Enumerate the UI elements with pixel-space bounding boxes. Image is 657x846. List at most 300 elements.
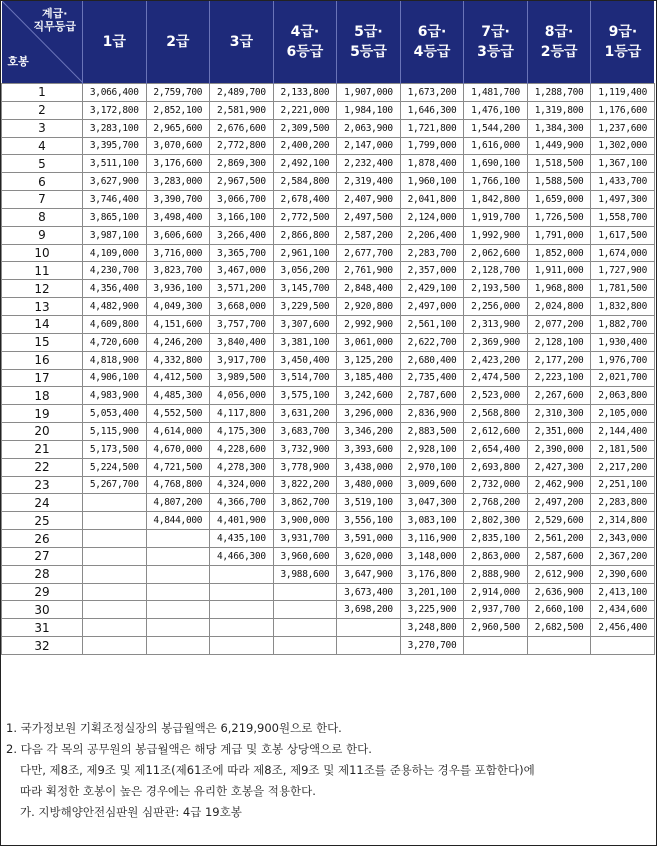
salary-cell: 1,449,900 (527, 137, 591, 155)
corner-header-cell (2, 1, 83, 84)
salary-cell: 3,823,700 (146, 262, 210, 280)
salary-cell: 2,965,600 (146, 119, 210, 137)
table-row (2, 530, 655, 548)
table-row (2, 512, 655, 530)
salary-cell (464, 637, 528, 655)
salary-cell (146, 601, 210, 619)
salary-cell: 3,988,600 (273, 565, 337, 583)
table-row (2, 298, 655, 316)
step-cell: 5 (2, 155, 83, 173)
step-cell: 11 (2, 262, 83, 280)
salary-cell: 4,356,400 (83, 280, 147, 298)
grade-header-2 (146, 1, 210, 84)
step-cell: 4 (2, 137, 83, 155)
step-cell: 8 (2, 208, 83, 226)
salary-cell (210, 601, 274, 619)
salary-cell: 2,021,700 (591, 369, 655, 387)
salary-cell: 3,393,600 (337, 440, 401, 458)
step-cell: 28 (2, 565, 83, 583)
salary-cell: 2,863,000 (464, 547, 528, 565)
salary-cell: 2,523,000 (464, 387, 528, 405)
salary-cell: 4,609,800 (83, 315, 147, 333)
salary-cell: 3,514,700 (273, 369, 337, 387)
salary-cell: 1,690,100 (464, 155, 528, 173)
salary-cell (273, 601, 337, 619)
salary-cell: 3,148,000 (400, 547, 464, 565)
salary-cell (146, 619, 210, 637)
salary-cell: 3,172,800 (83, 101, 147, 119)
grade-header-line2: 5등급 (350, 44, 387, 60)
salary-cell (83, 601, 147, 619)
salary-cell: 4,401,900 (210, 512, 274, 530)
salary-cell: 4,230,700 (83, 262, 147, 280)
salary-cell: 2,223,100 (527, 369, 591, 387)
salary-cell: 1,799,000 (400, 137, 464, 155)
salary-cell: 2,960,500 (464, 619, 528, 637)
salary-cell: 2,914,000 (464, 583, 528, 601)
salary-cell: 2,367,200 (591, 547, 655, 565)
salary-cell: 2,310,300 (527, 405, 591, 423)
salary-cell: 3,862,700 (273, 494, 337, 512)
step-cell: 20 (2, 423, 83, 441)
salary-cell: 2,970,100 (400, 458, 464, 476)
salary-cell: 2,390,600 (591, 565, 655, 583)
corner-top-line1: 계급· (42, 7, 68, 20)
salary-cell: 3,757,700 (210, 315, 274, 333)
salary-cell: 3,116,900 (400, 530, 464, 548)
salary-cell: 4,670,000 (146, 440, 210, 458)
table-row (2, 619, 655, 637)
step-cell: 15 (2, 333, 83, 351)
note-2-proviso-cont: 따라 획정한 호봉이 높은 경우에는 유리한 호봉을 적용한다. (20, 784, 316, 798)
salary-cell: 2,581,900 (210, 101, 274, 119)
salary-cell: 3,201,100 (400, 583, 464, 601)
corner-top-label (33, 7, 76, 33)
grade-header-7 (464, 1, 528, 84)
step-cell: 31 (2, 619, 83, 637)
salary-cell: 3,822,200 (273, 476, 337, 494)
salary-cell: 1,791,000 (527, 226, 591, 244)
salary-cell: 3,229,500 (273, 298, 337, 316)
salary-cell: 3,716,000 (146, 244, 210, 262)
salary-cell: 2,928,100 (400, 440, 464, 458)
salary-cell (591, 637, 655, 655)
salary-cell: 2,221,000 (273, 101, 337, 119)
step-cell: 30 (2, 601, 83, 619)
salary-cell: 2,217,200 (591, 458, 655, 476)
salary-cell: 4,721,500 (146, 458, 210, 476)
step-cell: 32 (2, 637, 83, 655)
salary-cell: 1,727,900 (591, 262, 655, 280)
salary-cell: 2,489,700 (210, 84, 274, 102)
salary-cell: 3,381,100 (273, 333, 337, 351)
salary-cell (210, 619, 274, 637)
salary-cell: 2,869,300 (210, 155, 274, 173)
salary-cell: 3,066,700 (210, 191, 274, 209)
salary-cell: 2,676,600 (210, 119, 274, 137)
salary-cell: 2,568,800 (464, 405, 528, 423)
salary-cell: 1,968,800 (527, 280, 591, 298)
step-cell: 14 (2, 315, 83, 333)
table-row (2, 280, 655, 298)
salary-cell: 1,497,300 (591, 191, 655, 209)
salary-cell: 4,228,600 (210, 440, 274, 458)
table-row (2, 244, 655, 262)
salary-cell: 1,288,700 (527, 84, 591, 102)
salary-cell (146, 637, 210, 655)
step-cell: 12 (2, 280, 83, 298)
grade-header-line2: 1등급 (604, 44, 642, 60)
salary-cell (83, 565, 147, 583)
table-row (2, 119, 655, 137)
salary-cell (83, 530, 147, 548)
salary-cell: 2,682,500 (527, 619, 591, 637)
note-1: 1. 국가정보원 기획조정실장의 봉급월액은 6,219,900원으로 한다. (6, 721, 342, 735)
salary-cell: 3,283,000 (146, 173, 210, 191)
salary-cell: 3,248,800 (400, 619, 464, 637)
salary-cell: 3,185,400 (337, 369, 401, 387)
salary-cell: 3,683,700 (273, 423, 337, 441)
salary-table-body (2, 84, 655, 655)
salary-cell: 2,177,200 (527, 351, 591, 369)
salary-cell: 3,960,600 (273, 547, 337, 565)
table-row (2, 494, 655, 512)
salary-cell: 2,584,800 (273, 173, 337, 191)
table-row (2, 387, 655, 405)
salary-cell: 3,698,200 (337, 601, 401, 619)
step-cell: 3 (2, 119, 83, 137)
note-2-proviso: 다만, 제8조, 제9조 및 제11조(제61조에 따라 제8조, 제9조 및 제11조를 준용하는 경우를 포함한다)에 (20, 763, 535, 777)
salary-cell: 2,992,900 (337, 315, 401, 333)
salary-cell: 3,746,400 (83, 191, 147, 209)
salary-cell: 2,147,000 (337, 137, 401, 155)
salary-cell: 2,920,800 (337, 298, 401, 316)
salary-cell: 3,840,400 (210, 333, 274, 351)
salary-cell: 4,278,300 (210, 458, 274, 476)
salary-cell (83, 637, 147, 655)
salary-cell: 1,616,000 (464, 137, 528, 155)
salary-cell: 1,176,600 (591, 101, 655, 119)
salary-cell: 3,242,600 (337, 387, 401, 405)
step-cell: 21 (2, 440, 83, 458)
step-cell: 1 (2, 84, 83, 102)
salary-cell: 2,678,400 (273, 191, 337, 209)
grade-header-line1: 9급· (608, 24, 638, 40)
salary-cell: 4,056,000 (210, 387, 274, 405)
table-row (2, 405, 655, 423)
salary-cell: 4,246,200 (146, 333, 210, 351)
salary-cell: 3,498,400 (146, 208, 210, 226)
grade-header-line1: 2급 (166, 34, 190, 50)
salary-cell: 2,124,000 (400, 208, 464, 226)
step-cell: 13 (2, 298, 83, 316)
salary-cell: 4,485,300 (146, 387, 210, 405)
salary-cell: 1,842,800 (464, 191, 528, 209)
table-row (2, 208, 655, 226)
step-cell: 7 (2, 191, 83, 209)
salary-cell: 2,561,100 (400, 315, 464, 333)
salary-cell: 2,787,600 (400, 387, 464, 405)
salary-cell: 4,844,000 (146, 512, 210, 530)
table-row (2, 583, 655, 601)
salary-cell: 1,852,000 (527, 244, 591, 262)
table-row (2, 137, 655, 155)
table-row (2, 226, 655, 244)
salary-cell (273, 637, 337, 655)
salary-cell: 2,251,100 (591, 476, 655, 494)
step-cell: 26 (2, 530, 83, 548)
grade-header-line1: 5급· (354, 24, 383, 40)
salary-cell: 3,176,600 (146, 155, 210, 173)
salary-cell: 2,732,000 (464, 476, 528, 494)
salary-cell: 1,302,000 (591, 137, 655, 155)
table-row (2, 262, 655, 280)
table-row (2, 351, 655, 369)
salary-cell: 2,622,700 (400, 333, 464, 351)
salary-cell (146, 583, 210, 601)
salary-cell: 2,677,700 (337, 244, 401, 262)
salary-cell: 4,482,900 (83, 298, 147, 316)
step-cell: 2 (2, 101, 83, 119)
salary-cell: 3,631,200 (273, 405, 337, 423)
table-row (2, 637, 655, 655)
salary-cell: 1,930,400 (591, 333, 655, 351)
salary-cell: 2,836,900 (400, 405, 464, 423)
salary-cell: 4,366,700 (210, 494, 274, 512)
table-row (2, 440, 655, 458)
salary-cell: 2,660,100 (527, 601, 591, 619)
salary-cell: 3,395,700 (83, 137, 147, 155)
salary-cell: 2,434,600 (591, 601, 655, 619)
salary-cell: 2,105,000 (591, 405, 655, 423)
corner-bottom-label: 호봉 (7, 55, 29, 68)
grade-header-line2: 4등급 (413, 44, 451, 60)
salary-cell: 3,865,100 (83, 208, 147, 226)
salary-cell: 2,474,500 (464, 369, 528, 387)
salary-cell: 2,041,800 (400, 191, 464, 209)
salary-cell: 1,673,200 (400, 84, 464, 102)
salary-cell: 2,128,100 (527, 333, 591, 351)
salary-cell: 4,049,300 (146, 298, 210, 316)
salary-cell: 1,919,700 (464, 208, 528, 226)
table-row (2, 101, 655, 119)
salary-cell: 2,772,500 (273, 208, 337, 226)
salary-cell: 3,070,600 (146, 137, 210, 155)
salary-cell: 2,462,900 (527, 476, 591, 494)
salary-cell: 3,009,600 (400, 476, 464, 494)
salary-cell: 1,544,200 (464, 119, 528, 137)
step-cell: 9 (2, 226, 83, 244)
salary-cell: 3,917,700 (210, 351, 274, 369)
salary-cell: 2,313,900 (464, 315, 528, 333)
table-row (2, 369, 655, 387)
salary-cell: 3,987,100 (83, 226, 147, 244)
salary-cell: 3,145,700 (273, 280, 337, 298)
salary-cell: 2,961,100 (273, 244, 337, 262)
salary-cell: 1,476,100 (464, 101, 528, 119)
table-row (2, 547, 655, 565)
grade-header-line2: 2등급 (540, 44, 578, 60)
salary-cell: 2,128,700 (464, 262, 528, 280)
salary-cell: 3,606,600 (146, 226, 210, 244)
salary-cell: 2,144,400 (591, 423, 655, 441)
salary-cell: 2,759,700 (146, 84, 210, 102)
salary-cell: 2,883,500 (400, 423, 464, 441)
salary-cell: 1,646,300 (400, 101, 464, 119)
salary-cell: 2,561,200 (527, 530, 591, 548)
salary-cell: 4,175,300 (210, 423, 274, 441)
salary-cell: 2,400,200 (273, 137, 337, 155)
salary-cell: 2,587,200 (337, 226, 401, 244)
salary-cell: 3,270,700 (400, 637, 464, 655)
salary-cell: 2,497,500 (337, 208, 401, 226)
salary-cell: 2,587,600 (527, 547, 591, 565)
grade-header-6 (400, 1, 464, 84)
salary-cell: 2,351,000 (527, 423, 591, 441)
salary-cell: 3,900,000 (273, 512, 337, 530)
note-2-item-ga: 가. 지방해양안전심판원 심판관: 4급 19호봉 (20, 805, 242, 819)
salary-cell: 2,529,600 (527, 512, 591, 530)
salary-cell: 2,024,800 (527, 298, 591, 316)
salary-cell: 3,450,400 (273, 351, 337, 369)
salary-cell: 4,466,300 (210, 547, 274, 565)
salary-cell: 2,693,800 (464, 458, 528, 476)
step-cell: 27 (2, 547, 83, 565)
salary-cell: 5,173,500 (83, 440, 147, 458)
table-row (2, 84, 655, 102)
salary-cell: 4,614,000 (146, 423, 210, 441)
salary-cell: 3,176,800 (400, 565, 464, 583)
salary-cell: 5,115,900 (83, 423, 147, 441)
table-row (2, 423, 655, 441)
salary-cell: 2,852,100 (146, 101, 210, 119)
salary-cell: 3,056,200 (273, 262, 337, 280)
salary-cell (210, 637, 274, 655)
salary-cell: 4,412,500 (146, 369, 210, 387)
salary-cell: 1,878,400 (400, 155, 464, 173)
salary-cell: 1,433,700 (591, 173, 655, 191)
salary-cell: 5,267,700 (83, 476, 147, 494)
salary-cell: 3,296,000 (337, 405, 401, 423)
grade-header-line2: 6등급 (286, 44, 324, 60)
step-cell: 17 (2, 369, 83, 387)
table-row (2, 476, 655, 494)
salary-cell: 2,181,500 (591, 440, 655, 458)
salary-cell: 1,832,800 (591, 298, 655, 316)
salary-cell: 3,931,700 (273, 530, 337, 548)
salary-cell: 2,735,400 (400, 369, 464, 387)
salary-cell: 2,256,000 (464, 298, 528, 316)
note-2: 2. 다음 각 목의 공무원의 봉급월액은 해당 계급 및 호봉 상당액으로 한다. (6, 742, 372, 756)
salary-cell (146, 565, 210, 583)
salary-cell: 1,119,400 (591, 84, 655, 102)
salary-cell: 2,063,900 (337, 119, 401, 137)
salary-cell: 3,225,900 (400, 601, 464, 619)
salary-cell: 2,612,900 (527, 565, 591, 583)
header-row (2, 1, 655, 84)
step-cell: 24 (2, 494, 83, 512)
table-row (2, 155, 655, 173)
salary-cell: 1,367,100 (591, 155, 655, 173)
table-row (2, 191, 655, 209)
salary-cell: 2,343,000 (591, 530, 655, 548)
corner-top-line2: 직무등급 (33, 20, 76, 33)
table-row (2, 458, 655, 476)
salary-cell (273, 583, 337, 601)
salary-cell (83, 547, 147, 565)
salary-cell: 2,267,600 (527, 387, 591, 405)
salary-cell: 2,680,400 (400, 351, 464, 369)
salary-cell: 3,732,900 (273, 440, 337, 458)
salary-cell: 2,206,400 (400, 226, 464, 244)
salary-cell: 3,519,100 (337, 494, 401, 512)
salary-cell: 3,778,900 (273, 458, 337, 476)
salary-cell: 2,193,500 (464, 280, 528, 298)
table-row (2, 333, 655, 351)
salary-cell: 3,575,100 (273, 387, 337, 405)
salary-cell: 4,552,500 (146, 405, 210, 423)
salary-cell: 3,571,200 (210, 280, 274, 298)
salary-cell: 2,761,900 (337, 262, 401, 280)
step-cell: 10 (2, 244, 83, 262)
salary-cell: 3,936,100 (146, 280, 210, 298)
salary-cell: 2,407,900 (337, 191, 401, 209)
step-cell: 29 (2, 583, 83, 601)
salary-cell: 2,456,400 (591, 619, 655, 637)
notes-section (6, 718, 646, 823)
salary-cell: 2,283,800 (591, 494, 655, 512)
grade-header-4 (273, 1, 337, 84)
salary-cell: 3,989,500 (210, 369, 274, 387)
salary-cell: 3,283,100 (83, 119, 147, 137)
salary-cell: 2,357,000 (400, 262, 464, 280)
salary-cell: 4,906,100 (83, 369, 147, 387)
salary-cell: 3,627,900 (83, 173, 147, 191)
salary-cell (146, 530, 210, 548)
salary-cell: 1,617,500 (591, 226, 655, 244)
salary-cell: 3,591,000 (337, 530, 401, 548)
salary-cell: 1,960,100 (400, 173, 464, 191)
salary-cell: 2,283,700 (400, 244, 464, 262)
table-row (2, 173, 655, 191)
step-cell: 23 (2, 476, 83, 494)
salary-cell: 3,365,700 (210, 244, 274, 262)
grade-header-5 (337, 1, 401, 84)
step-cell: 18 (2, 387, 83, 405)
salary-cell: 2,497,000 (400, 298, 464, 316)
table-row (2, 565, 655, 583)
salary-cell: 2,967,500 (210, 173, 274, 191)
salary-cell: 4,720,600 (83, 333, 147, 351)
grade-header-line1: 4급· (290, 24, 320, 40)
salary-cell: 1,481,700 (464, 84, 528, 102)
salary-cell: 1,882,700 (591, 315, 655, 333)
grade-header-3 (210, 1, 274, 84)
salary-cell: 2,497,200 (527, 494, 591, 512)
salary-cell: 1,384,300 (527, 119, 591, 137)
salary-cell: 2,369,900 (464, 333, 528, 351)
salary-cell: 1,518,500 (527, 155, 591, 173)
salary-cell (83, 619, 147, 637)
salary-cell: 2,937,700 (464, 601, 528, 619)
salary-cell: 4,983,900 (83, 387, 147, 405)
salary-cell: 1,911,000 (527, 262, 591, 280)
salary-cell: 2,314,800 (591, 512, 655, 530)
salary-cell (83, 583, 147, 601)
salary-cell: 1,907,000 (337, 84, 401, 102)
salary-cell (146, 547, 210, 565)
salary-cell: 3,083,100 (400, 512, 464, 530)
